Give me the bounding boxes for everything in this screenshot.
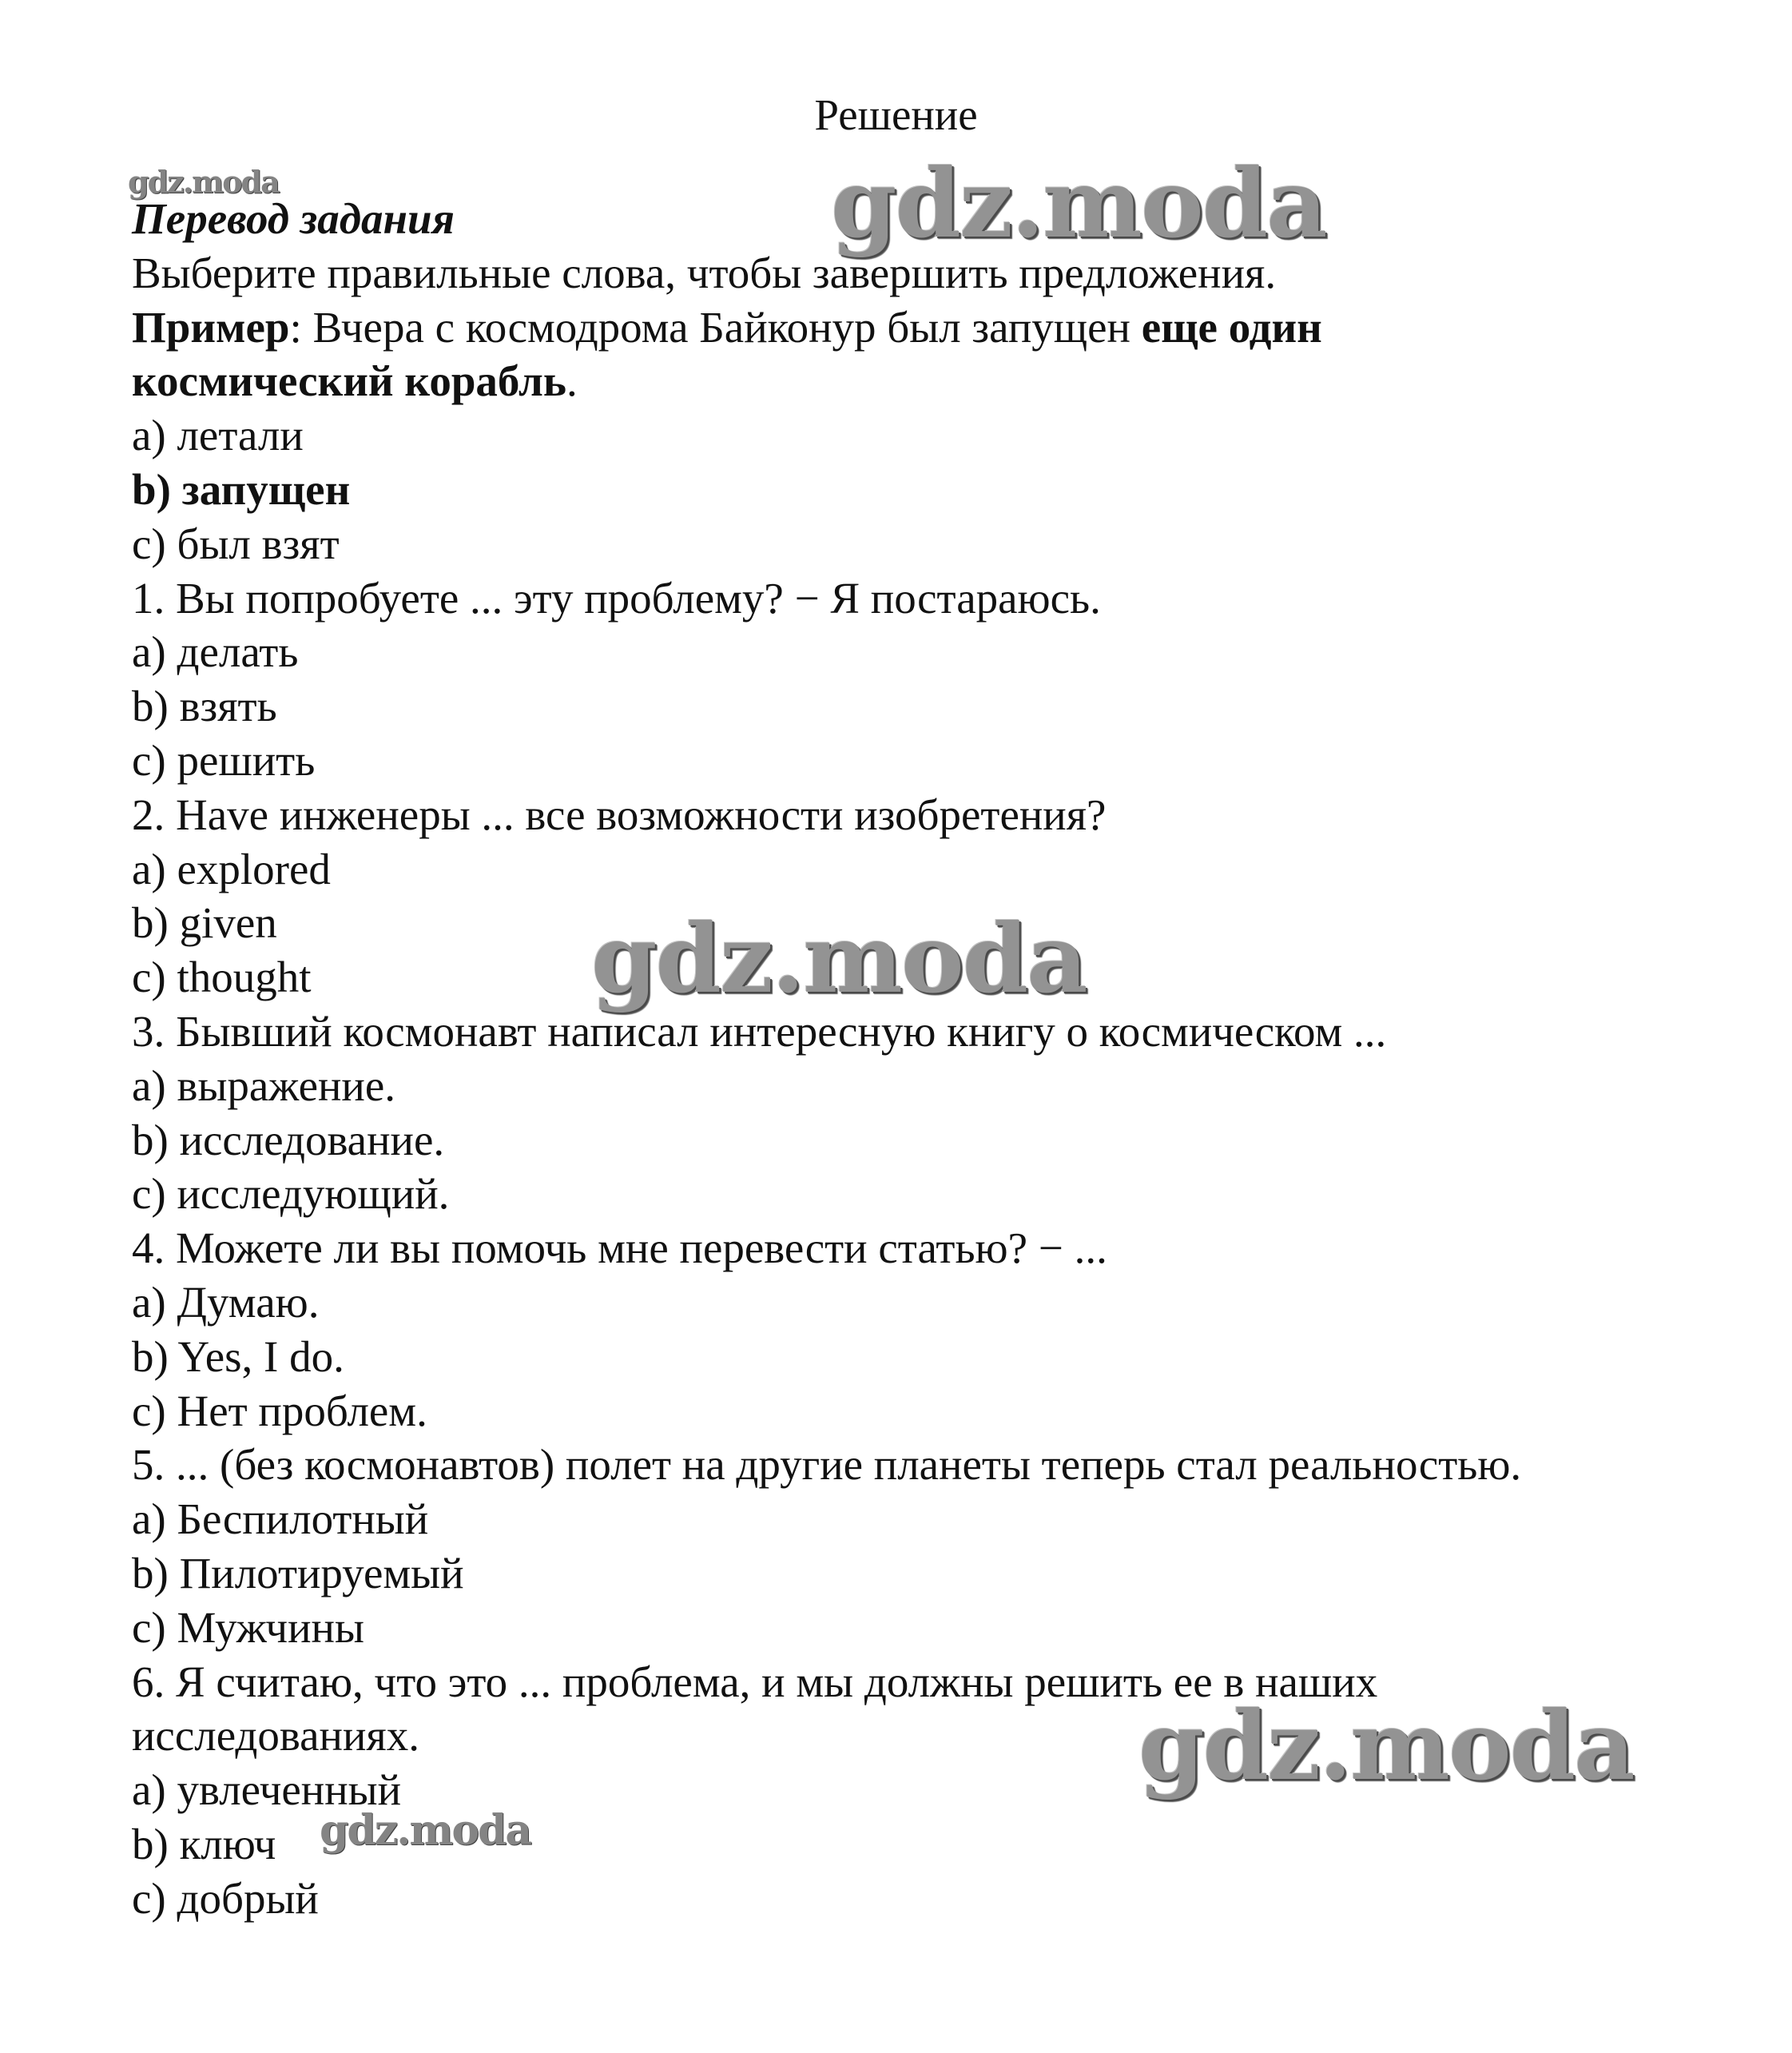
line-q6: 6. Я считаю, что это ... проблема, и мы должны решить ее в наших xyxy=(132,1657,1378,1706)
line-q1: 1. Вы попробуете ... эту проблему? − Я постараюсь. xyxy=(132,573,1101,623)
line-q3-b: b) исследование. xyxy=(132,1115,445,1164)
line-q3-a: a) выражение. xyxy=(132,1060,396,1110)
line-q1-a: a) делать xyxy=(132,627,299,677)
heading: Перевод задания xyxy=(132,194,455,243)
watermark-bottom-right: gdz.moda xyxy=(1138,1690,1634,1801)
line-q4-c: c) Нет проблем. xyxy=(132,1386,427,1435)
watermark-small-bottom: gdz.moda xyxy=(320,1806,531,1855)
line-q5-c: c) Мужчины xyxy=(132,1602,364,1652)
line-q6-a: a) увлеченный xyxy=(132,1765,402,1815)
line-q2-b: b) given xyxy=(132,898,277,948)
line-q4-b: b) Yes, I do. xyxy=(132,1331,344,1381)
document-body xyxy=(132,192,1714,1926)
example-line-2 xyxy=(132,354,1714,408)
example-option-c: c) был взят xyxy=(132,519,340,568)
line-q5-a: a) Беспилотный xyxy=(132,1494,429,1544)
example-line-1 xyxy=(132,300,1714,355)
line-q3: 3. Бывший космонавт написал интересную книгу о космическом ... xyxy=(132,1006,1387,1056)
line-q6-cont: исследованиях. xyxy=(132,1711,419,1761)
example-label: Пример xyxy=(132,302,290,352)
example-bold-2: космический корабль xyxy=(132,356,566,406)
line-q1-c: c) решить xyxy=(132,735,316,785)
line-q2-c: c) thought xyxy=(132,953,312,1002)
line-q4: 4. Можете ли вы помочь мне перевести статью? − ... xyxy=(132,1223,1107,1273)
watermark-top: gdz.moda xyxy=(831,148,1326,259)
line-q6-b: b) ключ xyxy=(132,1819,276,1868)
line-q5: 5. ... (без космонавтов) полет на другие планеты теперь стал реальностью. xyxy=(132,1440,1522,1490)
line-q2-a: a) explored xyxy=(132,844,331,893)
example-option-b: b) запущен xyxy=(132,464,351,514)
watermark-small-top: gdz.moda xyxy=(128,164,279,200)
line-q5-b: b) Пилотируемый xyxy=(132,1548,464,1597)
watermark-middle: gdz.moda xyxy=(591,903,1087,1014)
line-q2: 2. Have инженеры ... все возможности изобретения? xyxy=(132,790,1107,839)
example-end: . xyxy=(566,356,578,406)
line-q3-c: c) исследующий. xyxy=(132,1169,450,1219)
example-bold-1: еще один xyxy=(1141,302,1322,352)
example-text: : Вчера с космодрома Байконур был запущен xyxy=(289,302,1142,352)
line-q4-a: a) Думаю. xyxy=(132,1277,320,1327)
instruction: Выберите правильные слова, чтобы завершить предложения. xyxy=(132,248,1277,297)
line-q6-c: c) добрый xyxy=(132,1873,319,1923)
example-option-a: a) летали xyxy=(132,411,304,460)
line-q1-b: b) взять xyxy=(132,682,277,731)
page-title: Решение xyxy=(814,90,978,139)
